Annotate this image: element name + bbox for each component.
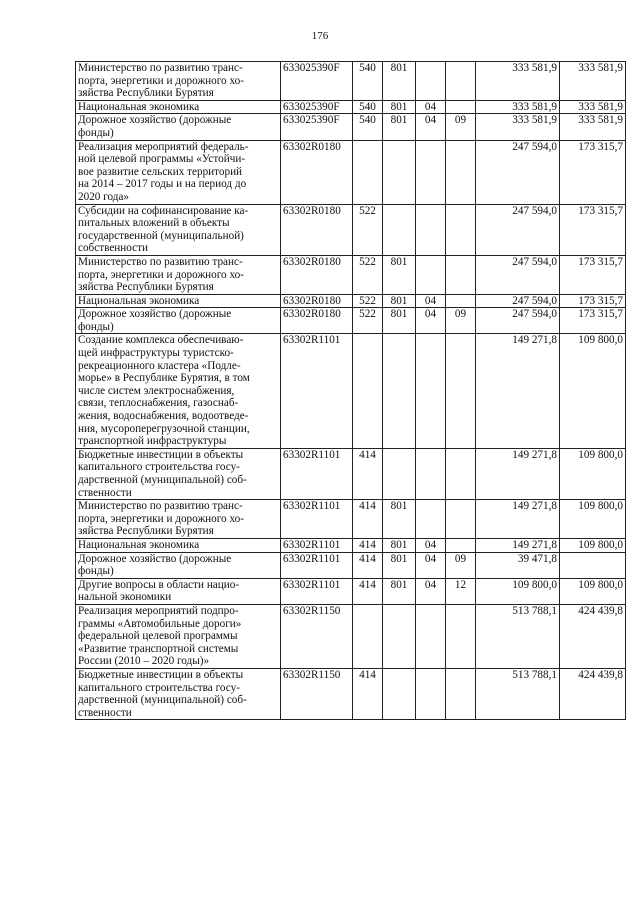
expense-type-cell: 414 xyxy=(353,552,383,578)
amount-year1-cell: 247 594,0 xyxy=(476,204,560,255)
row-name-cell: Создание комплекса обеспечиваю- щей инфраструктуры туристско- рекреационного кластера «Подле- морье» в Республике Бурятия, в том числе систем электроснабжения, связи, теплоснабжения, газоснаб- жения, водоснабжения, водоотведе- ния, мусороперегрузочной станции, транспортной инфраструктуры xyxy=(76,334,281,448)
target-article-cell: 63302R1101 xyxy=(281,578,353,604)
table-body xyxy=(76,62,626,720)
amount-year2-cell: 333 581,9 xyxy=(560,100,626,114)
ministry-code-cell xyxy=(383,448,416,499)
row-name-cell: Дорожное хозяйство (дорожные фонды) xyxy=(76,308,281,334)
section-code-cell xyxy=(416,204,446,255)
section-code-cell: 04 xyxy=(416,308,446,334)
subsection-code-cell xyxy=(446,255,476,294)
amount-year1-cell: 247 594,0 xyxy=(476,255,560,294)
row-name-cell: Дорожное хозяйство (дорожные фонды) xyxy=(76,114,281,140)
section-code-cell: 04 xyxy=(416,294,446,308)
table-row xyxy=(76,604,626,668)
subsection-code-cell: 09 xyxy=(446,308,476,334)
section-code-cell xyxy=(416,500,446,539)
subsection-code-cell: 12 xyxy=(446,578,476,604)
expense-type-cell: 414 xyxy=(353,448,383,499)
ministry-code-cell xyxy=(383,204,416,255)
target-article-cell: 63302R0180 xyxy=(281,308,353,334)
amount-year1-cell: 333 581,9 xyxy=(476,62,560,101)
table-row xyxy=(76,204,626,255)
expense-type-cell: 540 xyxy=(353,100,383,114)
amount-year1-cell: 247 594,0 xyxy=(476,294,560,308)
amount-year2-cell: 109 800,0 xyxy=(560,334,626,448)
target-article-cell: 63302R0180 xyxy=(281,204,353,255)
amount-year1-cell: 513 788,1 xyxy=(476,668,560,719)
section-code-cell xyxy=(416,604,446,668)
subsection-code-cell xyxy=(446,62,476,101)
target-article-cell: 633025390F xyxy=(281,100,353,114)
ministry-code-cell xyxy=(383,604,416,668)
table-row xyxy=(76,140,626,204)
expense-type-cell xyxy=(353,334,383,448)
target-article-cell: 633025390F xyxy=(281,62,353,101)
expense-type-cell: 414 xyxy=(353,668,383,719)
expense-type-cell: 414 xyxy=(353,578,383,604)
expense-type-cell: 540 xyxy=(353,114,383,140)
ministry-code-cell: 801 xyxy=(383,308,416,334)
expense-type-cell: 540 xyxy=(353,62,383,101)
subsection-code-cell xyxy=(446,604,476,668)
amount-year2-cell: 173 315,7 xyxy=(560,294,626,308)
row-name-cell: Национальная экономика xyxy=(76,538,281,552)
row-name-cell: Субсидии на софинансирование ка- питальных вложений в объекты государственной (муниципальной) собственности xyxy=(76,204,281,255)
section-code-cell xyxy=(416,62,446,101)
subsection-code-cell xyxy=(446,334,476,448)
amount-year1-cell: 333 581,9 xyxy=(476,100,560,114)
page-number: 176 xyxy=(311,30,329,42)
section-code-cell xyxy=(416,140,446,204)
section-code-cell: 04 xyxy=(416,578,446,604)
subsection-code-cell xyxy=(446,204,476,255)
amount-year2-cell: 109 800,0 xyxy=(560,448,626,499)
ministry-code-cell: 801 xyxy=(383,500,416,539)
target-article-cell: 63302R1101 xyxy=(281,500,353,539)
section-code-cell xyxy=(416,255,446,294)
table-row xyxy=(76,255,626,294)
row-name-cell: Национальная экономика xyxy=(76,294,281,308)
expense-type-cell: 414 xyxy=(353,500,383,539)
amount-year1-cell: 247 594,0 xyxy=(476,140,560,204)
ministry-code-cell: 801 xyxy=(383,100,416,114)
table-row xyxy=(76,538,626,552)
row-name-cell: Реализация мероприятий подпро- граммы «Автомобильные дороги» федеральной целевой программы «Развитие транспортной системы России (2010 – 2020 годы)» xyxy=(76,604,281,668)
amount-year1-cell: 109 800,0 xyxy=(476,578,560,604)
section-code-cell: 04 xyxy=(416,552,446,578)
expense-type-cell xyxy=(353,140,383,204)
subsection-code-cell xyxy=(446,500,476,539)
subsection-code-cell xyxy=(446,448,476,499)
ministry-code-cell xyxy=(383,334,416,448)
amount-year2-cell: 109 800,0 xyxy=(560,500,626,539)
row-name-cell: Другие вопросы в области нацио- нальной экономики xyxy=(76,578,281,604)
section-code-cell xyxy=(416,334,446,448)
table-row xyxy=(76,552,626,578)
ministry-code-cell: 801 xyxy=(383,294,416,308)
row-name-cell: Министерство по развитию транс- порта, энергетики и дорожного хо- зяйства Республики Бурятия xyxy=(76,255,281,294)
amount-year2-cell: 173 315,7 xyxy=(560,140,626,204)
amount-year1-cell: 149 271,8 xyxy=(476,500,560,539)
expense-type-cell: 522 xyxy=(353,204,383,255)
target-article-cell: 63302R0180 xyxy=(281,294,353,308)
subsection-code-cell: 09 xyxy=(446,114,476,140)
amount-year2-cell: 333 581,9 xyxy=(560,62,626,101)
table-row xyxy=(76,294,626,308)
table-row xyxy=(76,62,626,101)
ministry-code-cell: 801 xyxy=(383,62,416,101)
subsection-code-cell xyxy=(446,140,476,204)
target-article-cell: 63302R1150 xyxy=(281,604,353,668)
section-code-cell: 04 xyxy=(416,114,446,140)
table-row xyxy=(76,668,626,719)
ministry-code-cell: 801 xyxy=(383,255,416,294)
table-row xyxy=(76,578,626,604)
amount-year2-cell: 109 800,0 xyxy=(560,578,626,604)
section-code-cell: 04 xyxy=(416,538,446,552)
subsection-code-cell xyxy=(446,668,476,719)
expense-type-cell: 522 xyxy=(353,255,383,294)
amount-year1-cell: 149 271,8 xyxy=(476,334,560,448)
table-row xyxy=(76,334,626,448)
row-name-cell: Реализация мероприятий федераль- ной целевой программы «Устойчи- вое развитие сельских территорий на 2014 – 2017 годы и на период до 2020 года» xyxy=(76,140,281,204)
target-article-cell: 63302R1150 xyxy=(281,668,353,719)
amount-year2-cell: 109 800,0 xyxy=(560,538,626,552)
ministry-code-cell: 801 xyxy=(383,552,416,578)
expense-type-cell: 522 xyxy=(353,308,383,334)
table-row xyxy=(76,114,626,140)
ministry-code-cell: 801 xyxy=(383,114,416,140)
section-code-cell xyxy=(416,668,446,719)
subsection-code-cell: 09 xyxy=(446,552,476,578)
amount-year1-cell: 149 271,8 xyxy=(476,448,560,499)
ministry-code-cell: 801 xyxy=(383,538,416,552)
target-article-cell: 633025390F xyxy=(281,114,353,140)
table-row xyxy=(76,308,626,334)
row-name-cell: Бюджетные инвестиции в объекты капитального строительства госу- дарственной (муниципальной) соб- ственности xyxy=(76,448,281,499)
subsection-code-cell xyxy=(446,538,476,552)
amount-year1-cell: 39 471,8 xyxy=(476,552,560,578)
ministry-code-cell: 801 xyxy=(383,578,416,604)
table-row xyxy=(76,500,626,539)
table-row xyxy=(76,100,626,114)
row-name-cell: Министерство по развитию транс- порта, энергетики и дорожного хо- зяйства Республики Бурятия xyxy=(76,500,281,539)
amount-year2-cell: 173 315,7 xyxy=(560,308,626,334)
row-name-cell: Дорожное хозяйство (дорожные фонды) xyxy=(76,552,281,578)
target-article-cell: 63302R1101 xyxy=(281,538,353,552)
target-article-cell: 63302R0180 xyxy=(281,255,353,294)
target-article-cell: 63302R0180 xyxy=(281,140,353,204)
section-code-cell xyxy=(416,448,446,499)
amount-year1-cell: 333 581,9 xyxy=(476,114,560,140)
amount-year2-cell: 424 439,8 xyxy=(560,604,626,668)
table-row xyxy=(76,448,626,499)
target-article-cell: 63302R1101 xyxy=(281,552,353,578)
amount-year2-cell: 173 315,7 xyxy=(560,255,626,294)
ministry-code-cell xyxy=(383,668,416,719)
section-code-cell: 04 xyxy=(416,100,446,114)
amount-year1-cell: 149 271,8 xyxy=(476,538,560,552)
subsection-code-cell xyxy=(446,100,476,114)
expense-type-cell: 522 xyxy=(353,294,383,308)
expense-type-cell xyxy=(353,604,383,668)
row-name-cell: Национальная экономика xyxy=(76,100,281,114)
subsection-code-cell xyxy=(446,294,476,308)
ministry-code-cell xyxy=(383,140,416,204)
amount-year2-cell: 173 315,7 xyxy=(560,204,626,255)
amount-year2-cell: 333 581,9 xyxy=(560,114,626,140)
target-article-cell: 63302R1101 xyxy=(281,448,353,499)
target-article-cell: 63302R1101 xyxy=(281,334,353,448)
row-name-cell: Бюджетные инвестиции в объекты капитального строительства госу- дарственной (муниципальной) соб- ственности xyxy=(76,668,281,719)
expense-type-cell: 414 xyxy=(353,538,383,552)
amount-year2-cell: 424 439,8 xyxy=(560,668,626,719)
row-name-cell: Министерство по развитию транс- порта, энергетики и дорожного хо- зяйства Республики Бурятия xyxy=(76,62,281,101)
budget-table xyxy=(75,61,626,720)
amount-year1-cell: 247 594,0 xyxy=(476,308,560,334)
amount-year1-cell: 513 788,1 xyxy=(476,604,560,668)
amount-year2-cell xyxy=(560,552,626,578)
